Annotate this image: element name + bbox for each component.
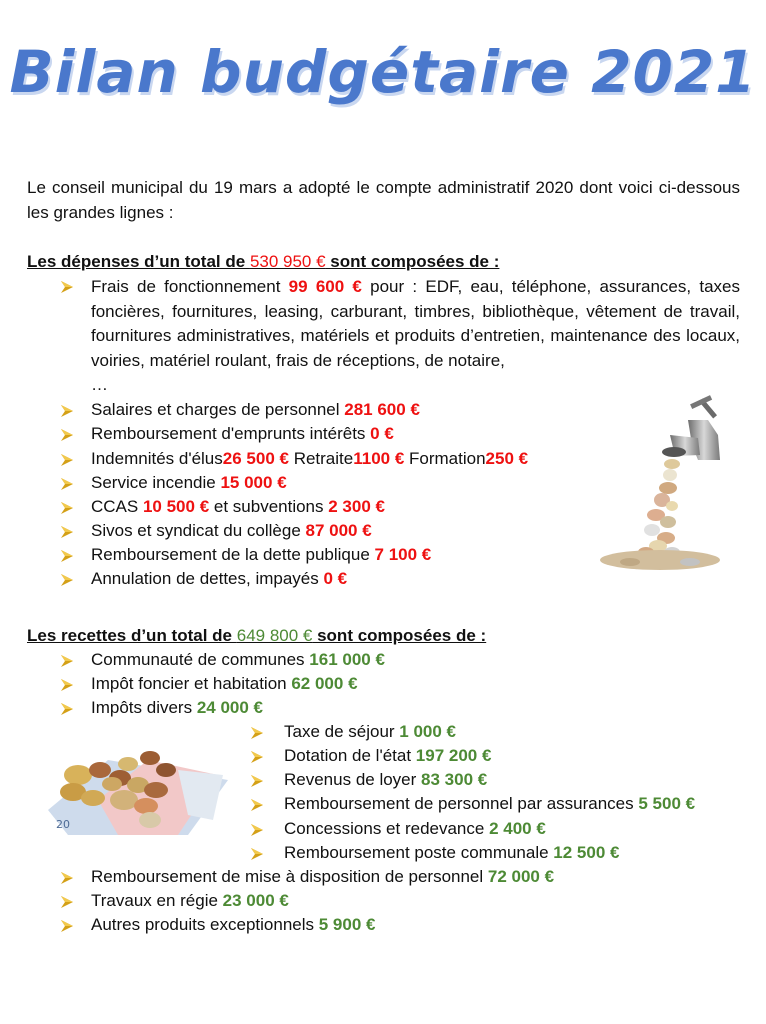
- heading-suffix: sont composées de :: [312, 626, 487, 645]
- item-amount: 72 000 €: [487, 867, 555, 886]
- arrow-bullet-icon: [250, 823, 264, 837]
- item-amount: 281 600 €: [344, 400, 420, 419]
- arrow-bullet-icon: [60, 871, 74, 885]
- arrow-bullet-icon: [60, 919, 74, 933]
- arrow-bullet-icon: [60, 573, 74, 587]
- item-amount: 7 100 €: [374, 545, 432, 564]
- item-label: Remboursement d'emprunts intérêts: [91, 424, 371, 443]
- list-item-frais: [91, 275, 740, 398]
- item-amount: 62 000 €: [291, 674, 358, 693]
- recettes-total: 649 800 €: [236, 626, 313, 645]
- item-label: Service incendie: [91, 473, 221, 492]
- heading-prefix: Les recettes d’un total de: [27, 626, 237, 645]
- list-item: [284, 842, 619, 864]
- item-amount-2: 1100 €: [353, 449, 405, 468]
- item-label: CCAS: [91, 497, 143, 516]
- intro-paragraph: Le conseil municipal du 19 mars a adopté le compte administratif 2020 dont voici ci-dessous les grandes lignes :: [27, 178, 740, 222]
- item-label: Remboursement de la dette publique: [91, 545, 375, 564]
- arrow-bullet-icon: [60, 428, 74, 442]
- item-amount-3: 250 €: [485, 449, 529, 468]
- svg-text:20: 20: [56, 818, 70, 831]
- item-amount: 161 000 €: [309, 650, 385, 669]
- item-label-2: Retraite: [288, 449, 354, 468]
- item-amount-2: 2 300 €: [328, 497, 385, 516]
- arrow-bullet-icon: [250, 750, 264, 764]
- item-label: Indemnités d'élus: [91, 449, 223, 468]
- item-label: Autres produits exceptionnels: [91, 915, 319, 934]
- item-label: Revenus de loyer: [284, 770, 422, 789]
- list-item: [91, 448, 528, 470]
- item-label: Remboursement de mise à disposition de personnel: [91, 867, 488, 886]
- arrow-bullet-icon: [60, 654, 74, 668]
- arrow-bullet-icon: [60, 678, 74, 692]
- arrow-bullet-icon: [60, 549, 74, 563]
- item-label: Impôts divers: [91, 698, 197, 717]
- arrow-bullet-icon: [60, 280, 74, 294]
- tap-coins-image: [580, 390, 750, 580]
- item-label: Travaux en régie: [91, 891, 223, 910]
- item-label: Dotation de l'état: [284, 746, 416, 765]
- item-amount: 5 900 €: [318, 915, 376, 934]
- arrow-bullet-icon: [60, 702, 74, 716]
- item-amount: 23 000 €: [222, 891, 289, 910]
- item-amount: 5 500 €: [638, 794, 696, 813]
- item-ellipsis: …: [91, 375, 108, 394]
- list-item: [91, 472, 287, 494]
- item-amount: 26 500 €: [222, 449, 289, 468]
- arrow-bullet-icon: [250, 774, 264, 788]
- item-label: Frais de fonctionnement: [91, 277, 289, 296]
- item-amount: 12 500 €: [553, 843, 620, 862]
- item-detail: pour : EDF, eau, téléphone, assurances, taxes foncières, fournitures, leasing, carburant, timbres, bibliothèque, vêtement de travail, fournitures administratives, matériels et produits d’entretien, maintenance des locaux, voiries, matériel roulant, frais de réceptions, de notaire,: [91, 277, 740, 370]
- item-amount: 197 200 €: [415, 746, 492, 765]
- item-amount: 87 000 €: [305, 521, 372, 540]
- item-label: Communauté de communes: [91, 650, 310, 669]
- depenses-total: 530 950 €: [249, 252, 326, 271]
- heading-suffix: sont composées de :: [325, 252, 500, 271]
- list-item: [91, 496, 385, 518]
- item-amount: 15 000 €: [220, 473, 287, 492]
- item-label-3: Formation: [404, 449, 486, 468]
- item-label: Remboursement poste communale: [284, 843, 554, 862]
- item-amount: 2 400 €: [489, 819, 546, 838]
- list-item: [284, 818, 546, 840]
- item-amount: 99 600 €: [288, 277, 362, 296]
- arrow-bullet-icon: [250, 847, 264, 861]
- page-title: Bilan budgétaire 2021: [9, 38, 757, 106]
- recettes-heading: [27, 625, 486, 647]
- list-item: [91, 890, 289, 912]
- item-label: Annulation de dettes, impayés: [91, 569, 324, 588]
- list-item: [91, 520, 372, 542]
- list-item: [91, 673, 358, 695]
- list-item: [91, 568, 347, 590]
- list-item: [91, 914, 375, 936]
- depenses-heading: [27, 251, 499, 273]
- item-label: Impôt foncier et habitation: [91, 674, 292, 693]
- item-amount: 83 300 €: [421, 770, 488, 789]
- list-item: [91, 649, 385, 671]
- item-amount: 0 €: [323, 569, 348, 588]
- item-amount: 1 000 €: [399, 722, 457, 741]
- item-amount: 10 500 €: [142, 497, 210, 516]
- item-label: Remboursement de personnel par assurances: [284, 794, 639, 813]
- item-label: Salaires et charges de personnel: [91, 400, 345, 419]
- list-item: [91, 423, 394, 445]
- item-label: Concessions et redevance: [284, 819, 490, 838]
- list-item: [91, 544, 431, 566]
- list-item: [91, 399, 420, 421]
- heading-prefix: Les dépenses d’un total de: [27, 252, 250, 271]
- item-label-2: et subventions: [209, 497, 329, 516]
- arrow-bullet-icon: [60, 453, 74, 467]
- list-item: [284, 769, 487, 791]
- item-label: Taxe de séjour: [284, 722, 400, 741]
- list-item: [91, 866, 554, 888]
- arrow-bullet-icon: [60, 501, 74, 515]
- item-label: Sivos et syndicat du collège: [91, 521, 306, 540]
- euro-money-image: [38, 740, 233, 840]
- arrow-bullet-icon: [60, 477, 74, 491]
- arrow-bullet-icon: [60, 895, 74, 909]
- arrow-bullet-icon: [250, 726, 264, 740]
- item-amount: 24 000 €: [196, 698, 263, 717]
- list-item: [284, 745, 491, 767]
- item-amount: 0 €: [370, 424, 394, 443]
- list-item: [284, 793, 695, 815]
- arrow-bullet-icon: [60, 525, 74, 539]
- list-item: [91, 697, 263, 719]
- arrow-bullet-icon: [60, 404, 74, 418]
- arrow-bullet-icon: [250, 798, 264, 812]
- list-item: [284, 721, 456, 743]
